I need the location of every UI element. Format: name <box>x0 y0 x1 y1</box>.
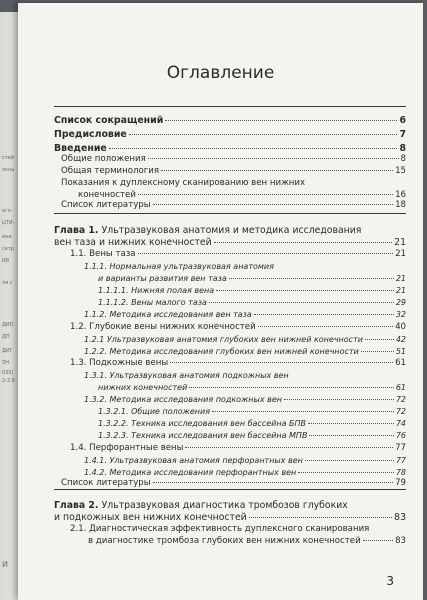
toc-entry-label: 1.1.2. Методика исследования вен таза <box>84 310 252 319</box>
dot-leader <box>258 326 393 327</box>
toc-page-number: 72 <box>395 407 406 416</box>
toc-entry-title: 1.3.1. Ультразвуковая анатомия подкожных вен <box>84 371 289 380</box>
dot-leader <box>254 314 394 315</box>
underlying-text-fragment: стей <box>2 155 14 161</box>
dot-leader <box>129 134 398 135</box>
page-title: Оглавление <box>166 63 275 83</box>
dot-leader <box>361 351 394 352</box>
toc-entry[interactable] <box>61 478 406 489</box>
toc-page-number: 40 <box>395 322 406 332</box>
toc-page-number: 21 <box>395 286 406 295</box>
toc-page-number: 21 <box>395 274 406 283</box>
toc-page-number: 29 <box>395 298 406 307</box>
toc-entry-label: 1.2. Глубокие вены нижних конечностей <box>70 322 256 332</box>
toc-page-number: 15 <box>395 166 406 176</box>
dot-leader <box>138 194 393 195</box>
toc-entry[interactable] <box>70 322 406 333</box>
dot-leader <box>189 387 394 388</box>
dot-leader <box>249 517 392 518</box>
toc-page-number: 61 <box>395 358 406 368</box>
toc-entry[interactable] <box>98 382 406 393</box>
toc-page-number: 51 <box>395 347 406 356</box>
toc-entry[interactable] <box>98 285 406 296</box>
toc-entry-label: Общие положения <box>61 154 146 164</box>
toc-entry[interactable] <box>84 467 406 478</box>
toc-page-number: 79 <box>395 478 406 488</box>
toc-entry[interactable] <box>98 430 406 441</box>
underlying-text-fragment: ЦТИ- <box>2 220 15 226</box>
toc-entry[interactable] <box>70 443 406 454</box>
dot-leader <box>212 411 394 412</box>
dot-leader <box>284 399 394 400</box>
toc-entry[interactable] <box>84 346 406 357</box>
dot-leader <box>153 482 394 483</box>
toc-entry-label: 1.2.2. Методика исследования глубоких вен нижней конечности <box>84 347 359 356</box>
toc-entry-title: Глава 1. Ультразвуковая анатомия и методика исследования <box>54 225 362 236</box>
toc-entry-label: 1.1.1.2. Вены малого таза <box>98 298 207 307</box>
book-page <box>18 3 423 600</box>
dot-leader <box>170 362 393 363</box>
toc-page-number: 7 <box>399 129 406 140</box>
dot-leader <box>365 339 394 340</box>
toc-page-number: 16 <box>395 190 406 200</box>
dot-leader <box>165 120 397 121</box>
toc-entry-label: 1.3. Подкожные вены <box>70 358 169 368</box>
toc-entry[interactable] <box>54 143 406 154</box>
dot-leader <box>214 242 392 243</box>
toc-entry[interactable] <box>98 297 406 308</box>
toc-entry[interactable] <box>98 406 406 417</box>
toc-page-number: 83 <box>394 512 406 523</box>
toc-entry[interactable] <box>88 536 406 547</box>
toc-entry-label: 1.3.2.3. Техника исследования вен бассейна МПВ <box>98 431 308 440</box>
dot-leader <box>363 540 393 541</box>
toc-page-number: 72 <box>395 395 406 404</box>
underlying-text-fragment: ля с <box>2 280 13 286</box>
toc-entry-label: 1.2.1 Ультразвуковая анатомия глубоких вен нижней конечности <box>84 335 363 344</box>
toc-entry-label: Список литературы <box>61 200 151 210</box>
underlying-text-fragment: 035) <box>2 370 14 376</box>
toc-entry[interactable] <box>54 237 406 248</box>
toc-entry-label: 1.3.2.1. Общие положения <box>98 407 211 416</box>
toc-entry-label: 1.4.2. Методика исследования перфорантных вен <box>84 468 297 477</box>
toc-entry-label: Список литературы <box>61 478 151 488</box>
toc-entry-title: Показания к дуплексному сканированию вен нижних <box>61 178 306 188</box>
page-number: 3 <box>386 574 394 588</box>
dot-leader <box>209 302 394 303</box>
dot-leader <box>216 290 394 291</box>
toc-entry[interactable] <box>54 115 406 126</box>
toc-entry-title: 2.1. Диагностическая эффективность дуплексного сканирования <box>70 524 370 534</box>
toc-entry-label: Предисловие <box>54 129 127 140</box>
toc-page-number: 61 <box>395 383 406 392</box>
dot-leader <box>109 148 398 149</box>
toc-entry-title: Глава 2. Ультразвуковая диагностика тромбозов глубоких <box>54 500 348 511</box>
toc-entry[interactable] <box>98 418 406 429</box>
dot-leader <box>308 423 394 424</box>
dot-leader <box>305 460 394 461</box>
dot-leader <box>161 170 393 171</box>
toc-entry-label: 1.4. Перфорантные вены <box>70 443 184 453</box>
toc-entry-label: 1.1.1.1. Нижняя полая вена <box>98 286 215 295</box>
toc-entry[interactable] <box>70 358 406 369</box>
toc-page-number: 83 <box>395 536 406 546</box>
toc-entry[interactable] <box>61 154 406 165</box>
toc-page-number: 32 <box>395 310 406 319</box>
toc-entry-label: 1.1. Вены таза <box>70 249 136 259</box>
dot-leader <box>229 278 394 279</box>
toc-entry-label: 1.4.1. Ультразвуковая анатомия перфорантных вен <box>84 456 303 465</box>
toc-entry[interactable] <box>61 166 406 177</box>
toc-entry-label: Общая терминология <box>61 166 160 176</box>
toc-page-number: 6 <box>399 115 406 126</box>
dot-leader <box>148 158 399 159</box>
toc-entry[interactable] <box>61 200 406 211</box>
toc-entry[interactable] <box>84 334 406 345</box>
toc-page-number: 74 <box>395 419 406 428</box>
toc-entry-label: вен таза и нижних конечностей <box>54 237 212 248</box>
toc-entry[interactable] <box>70 249 406 260</box>
dot-leader <box>309 435 393 436</box>
underlying-text-fragment: ини <box>2 234 12 240</box>
dot-leader <box>138 253 394 254</box>
toc-entry[interactable] <box>98 273 406 284</box>
underlying-text-fragment: ДП <box>2 334 10 340</box>
toc-entry-label: в диагностике тромбоза глубоких вен нижних конечностей <box>88 536 361 546</box>
toc-page-number: 8 <box>400 154 406 164</box>
underlying-text-fragment: 2-2.6 <box>2 378 15 384</box>
toc-entry[interactable] <box>54 129 406 140</box>
toc-page-number: 77 <box>395 443 406 453</box>
dot-leader <box>298 472 394 473</box>
toc-page-number: 77 <box>395 456 406 465</box>
dot-leader <box>153 204 394 205</box>
toc-page-number: 78 <box>395 468 406 477</box>
toc-entry[interactable] <box>54 512 406 523</box>
underlying-text-fragment: ЗН <box>2 360 9 366</box>
toc-entry[interactable] <box>84 309 406 320</box>
underlying-text-fragment: окнь <box>2 167 15 173</box>
underlying-text-fragment: И <box>2 560 8 569</box>
toc-entry-label: конечностей <box>78 190 136 200</box>
toc-entry-title: 1.1.1. Нормальная ультразвуковая анатомия <box>84 262 274 271</box>
toc-page-number: 76 <box>395 431 406 440</box>
underlying-text-fragment: сетр <box>2 246 14 252</box>
underlying-text-fragment: ДИГ <box>2 348 13 354</box>
underlying-text-fragment: ДИО <box>2 322 14 328</box>
toc-page-number: 21 <box>394 237 406 248</box>
toc-page-number: 8 <box>399 143 406 154</box>
underlying-text-fragment: ИВ <box>2 258 10 264</box>
toc-page-number: 18 <box>395 200 406 210</box>
toc-page-number: 42 <box>395 335 406 344</box>
toc-entry[interactable] <box>84 455 406 466</box>
toc-entry[interactable] <box>84 394 406 405</box>
toc-page-number: 21 <box>395 249 406 259</box>
toc-entry-label: Введение <box>54 143 107 154</box>
table-of-contents <box>18 3 423 600</box>
dot-leader <box>185 447 393 448</box>
toc-entry-label: нижних конечностей <box>98 383 188 392</box>
toc-entry-label: и варианты развития вен таза <box>98 274 227 283</box>
underlying-text-fragment: ого- <box>2 208 13 214</box>
toc-entry-label: 1.3.2.2. Техника исследования вен бассейна БПВ <box>98 419 307 428</box>
toc-entry-label: 1.3.2. Методика исследования подкожных вен <box>84 395 282 404</box>
toc-entry-label: и подкожных вен нижних конечностей <box>54 512 247 523</box>
toc-entry-label: Список сокращений <box>54 115 164 126</box>
